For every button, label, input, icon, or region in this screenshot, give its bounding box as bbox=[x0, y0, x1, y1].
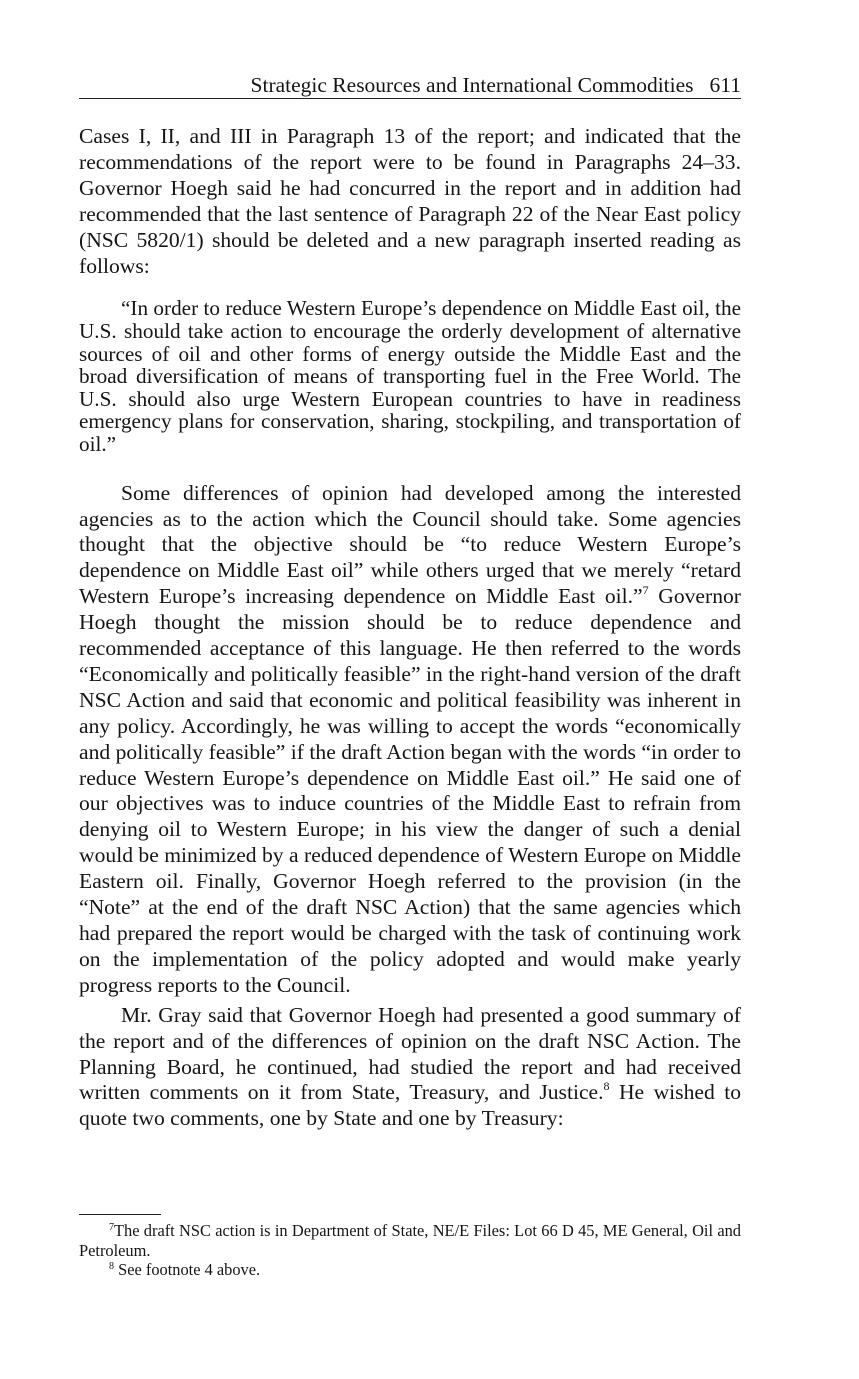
paragraph-3 bbox=[79, 1003, 741, 1133]
block-quote: “In order to reduce Western Europe’s dependence on Middle East oil, the U.S. should take action to encourage the orderly development of alternative sources of oil and other forms of energy outside the Middle East and the broad diversification of means of transporting fuel in the Free World. The U.S. should also urge Western European countries to have in readiness emergency plans for conservation, sharing, stockpiling, and transportation of oil.” bbox=[79, 296, 741, 456]
paragraph-3-text-a: Mr. Gray said that Governor Hoegh had presented a good summary of the report and of the differences of opinion on the draft NSC Action. The Planning Board, he continued, had studied the report and had received written comments on it from State, Treasury, and Justice. bbox=[79, 1002, 741, 1105]
paragraph-2-text-b: Governor Hoegh thought the mission should be to reduce dependence and recommended acceptance of this language. He then referred to the words “Economically and politically feasible” in the right-hand version of the draft NSC Action and said that economic and political feasibility was inherent in any policy. Accordingly, he was willing to accept the words “economically and politically feasible” if the draft Action began with the words “in order to reduce Western Europe’s dependence on Middle East oil.” He said one of our objectives was to induce countries of the Middle East to refrain from denying oil to Western Europe; in his view the danger of such a denial would be minimized by a reduced dependence of Western Europe on Middle Eastern oil. Finally, Governor Hoegh referred to the provision (in the “Note” at the end of the draft NSC Action) that the same agencies which had prepared the report would be charged with the task of continuing work on the implementation of the policy adopted and would make yearly progress reports to the Council. bbox=[79, 584, 741, 997]
footnote-divider bbox=[79, 1214, 161, 1215]
footnote-8-mark: 8 bbox=[109, 1261, 114, 1273]
paragraph-2-text-a: Some differences of opinion had developed among the interested agencies as to the action which the Council should take. Some agencies thought that the objective should be “to reduce Western Europe’s dependence on Middle East oil” while others urged that we merely “retard Western Europe’s increasing dependence on Middle East oil.” bbox=[79, 480, 741, 609]
footnote-8 bbox=[79, 1260, 741, 1280]
footnotes bbox=[79, 1221, 741, 1280]
footnote-8-text: See footnote 4 above. bbox=[118, 1260, 261, 1280]
paragraph-2 bbox=[79, 481, 741, 999]
running-header-title: Strategic Resources and International Commodities bbox=[250, 73, 694, 97]
body-text bbox=[79, 124, 741, 1132]
running-header bbox=[79, 72, 741, 99]
paragraph-3-text-b: He wished to quote two comments, one by State and one by Treasury: bbox=[79, 1080, 741, 1131]
footnote-7 bbox=[79, 1221, 741, 1260]
paragraph-1: Cases I, II, and III in Paragraph 13 of the report; and indicated that the recommendations of the report were to be found in Paragraphs 24–33. Governor Hoegh said he had concurred in the report and in addition had recommended that the last sentence of Paragraph 22 of the Near East policy (NSC 5820/1) should be deleted and a new paragraph inserted reading as follows: bbox=[79, 124, 741, 278]
page-number: 611 bbox=[709, 73, 741, 97]
footnote-7-mark: 7 bbox=[109, 1222, 114, 1233]
footnote-7-text: The draft NSC action is in Department of State, NE/E Files: Lot 66 D 45, ME General, Oil and Petroleum. bbox=[79, 1221, 741, 1260]
footnote-ref-8: 8 bbox=[603, 1079, 610, 1094]
footnote-ref-7: 7 bbox=[642, 583, 649, 598]
